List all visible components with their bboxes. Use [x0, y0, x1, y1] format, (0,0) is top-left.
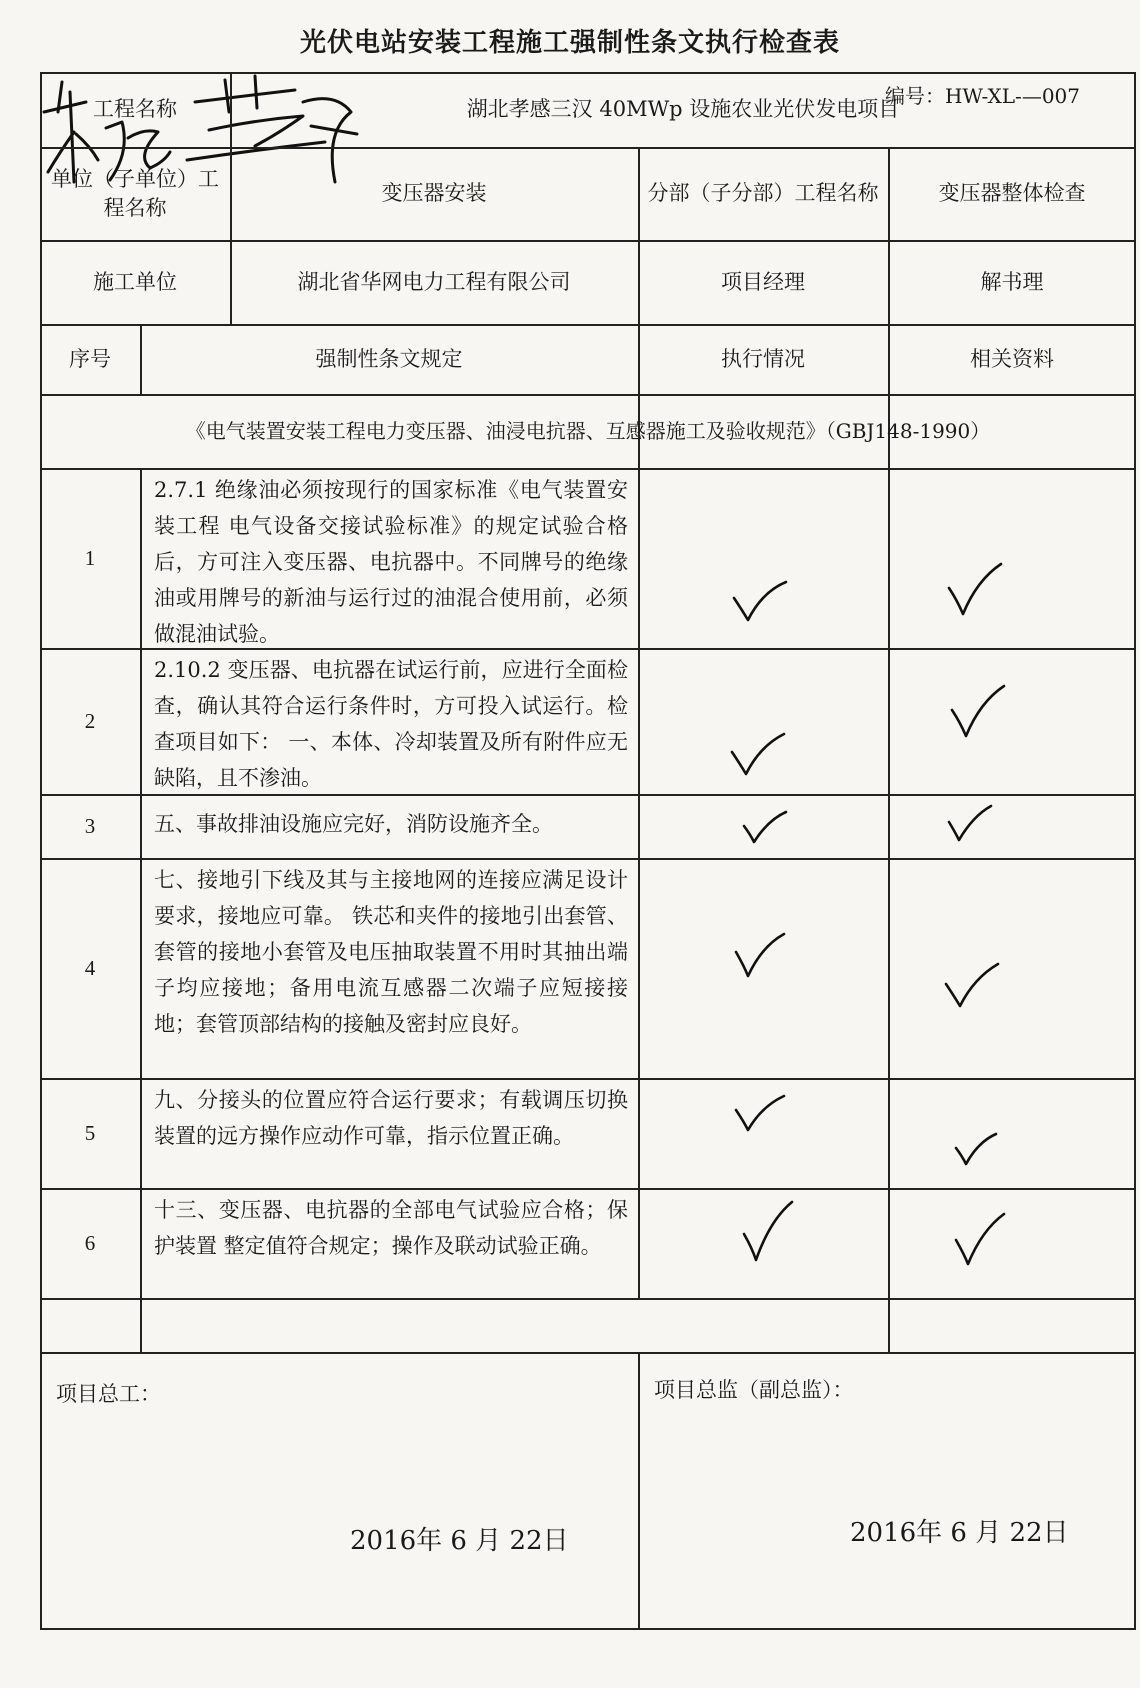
row-1-docs-check-icon — [945, 562, 1005, 618]
unit-label: 单位（子单位）工程名称 — [51, 167, 219, 220]
row-2-status-check-icon — [728, 732, 788, 778]
form-title: 光伏电站安装工程施工强制性条文执行检查表 — [299, 28, 840, 58]
chief-engineer-date: 2016年 6 月 22日 — [350, 1526, 569, 1556]
standard-title: 《电气装置安装工程电力变压器、油浸电抗器、互感器施工及验收规范》（GBJ148-1990） — [185, 418, 991, 443]
row-5-status-check-icon — [732, 1094, 788, 1134]
row-4-number: 4 — [84, 955, 96, 980]
clause-column-header: 强制性条文规定 — [315, 346, 463, 371]
docs-column-header: 相关资料 — [970, 346, 1054, 371]
unit-value: 变压器安装 — [381, 181, 487, 206]
row-6-clause: 十三、变压器、电抗器的全部电气试验应合格；保护装置 整定值符合规定；操作及联动试验正确。 — [154, 1198, 628, 1258]
document-number: 编号：HW-XL-—007 — [884, 84, 1080, 108]
row-5-clause: 九、分接头的位置应符合运行要求；有载调压切换装置的远方操作应动作可靠，指示位置正确。 — [154, 1088, 628, 1148]
chief-engineer-label: 项目总工： — [56, 1381, 161, 1406]
row-6-docs-check-icon — [952, 1212, 1008, 1268]
row-2-number: 2 — [84, 708, 96, 733]
row-1-clause: 2.7.1 绝缘油必须按现行的国家标准《电气装置安装工程 电气设备交接试验标准》的规定试验合格后，方可注入变压器、电抗器中。不同牌号的绝缘油或用牌号的新油与运行过的油混合使用前，必须做混油试验。 — [154, 478, 628, 646]
supervisor-label: 项目总监（副总监）： — [654, 1377, 854, 1402]
sub-project-label: 分部（子分部）工程名称 — [647, 181, 879, 206]
inspection-form — [40, 72, 1138, 1632]
row-4-clause: 七、接地引下线及其与主接地网的连接应满足设计要求，接地应可靠。 铁芯和夹件的接地引出套管、套管的接地小套管及电压抽取装置不用时其抽出端子均应接地；备用电流互感器二次端子应短接接地；套管顶部结构的接触及密封应良好。 — [154, 868, 628, 1036]
row-5-docs-check-icon — [952, 1132, 1000, 1168]
contractor-value: 湖北省华网电力工程有限公司 — [297, 269, 571, 294]
row-4-docs-check-icon — [942, 962, 1002, 1010]
row-3-status-check-icon — [740, 810, 790, 846]
row-6-number: 6 — [84, 1230, 96, 1255]
project-name-label: 工程名称 — [93, 97, 177, 122]
project-manager-label: 项目经理 — [721, 269, 805, 294]
row-1-number: 1 — [84, 545, 96, 570]
status-column-header: 执行情况 — [721, 346, 805, 371]
row-4-status-check-icon — [732, 932, 788, 980]
row-2-docs-check-icon — [948, 684, 1008, 740]
project-name-value: 湖北孝感三汉 40MWp 设施农业光伏发电项目 — [466, 97, 900, 122]
contractor-label: 施工单位 — [93, 269, 177, 294]
row-5-number: 5 — [84, 1120, 96, 1145]
row-3-docs-check-icon — [945, 804, 995, 844]
row-3-clause: 五、事故排油设施应完好，消防设施齐全。 — [154, 812, 553, 836]
seq-column-header: 序号 — [69, 346, 111, 371]
row-1-status-check-icon — [730, 580, 790, 624]
row-6-status-check-icon — [740, 1200, 796, 1264]
supervisor-date: 2016年 6 月 22日 — [850, 1518, 1069, 1548]
project-manager-value: 解书理 — [980, 269, 1044, 294]
row-3-number: 3 — [84, 813, 96, 838]
sub-project-value: 变压器整体检查 — [938, 181, 1086, 206]
row-2-clause: 2.10.2 变压器、电抗器在试运行前，应进行全面检查，确认其符合运行条件时，方可投入试运行。检查项目如下： 一、本体、冷却装置及所有附件应无缺陷，且不渗油。 — [154, 658, 628, 790]
